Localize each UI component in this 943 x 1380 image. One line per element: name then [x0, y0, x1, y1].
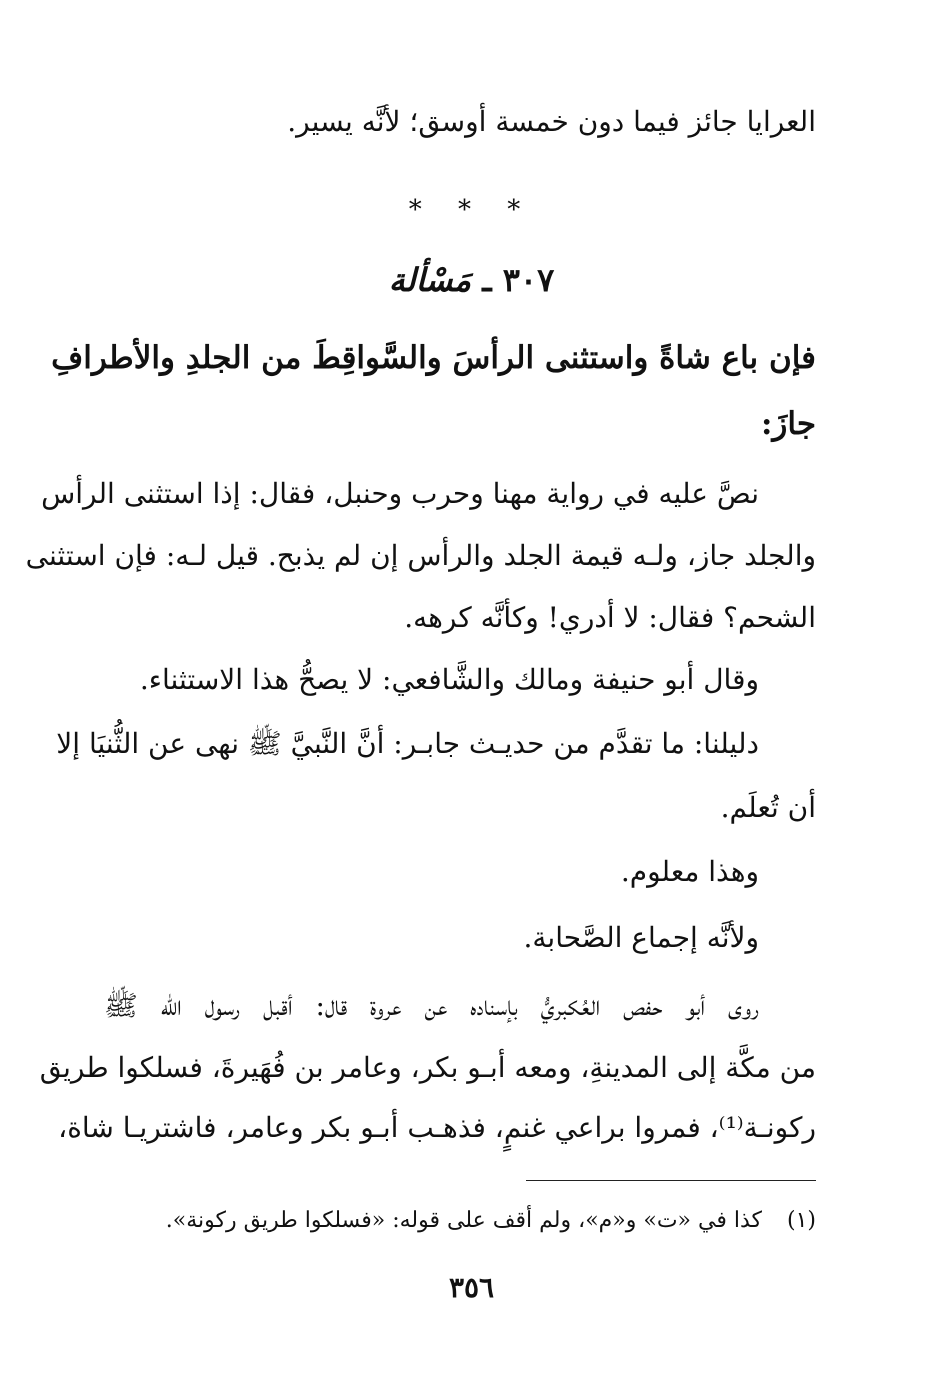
paragraph-5-line-1: ولأنَّه إجماع الصَّحابة. [523, 921, 759, 954]
ruling-line-1: فإن باع شاةً واستثنى الرأسَ والسَّواقِطَ من الجلدِ والأطرافِ [51, 340, 816, 376]
page-number: ٣٥٦ [448, 1271, 495, 1304]
paragraph-4-line-1: وهذا معلوم. [620, 855, 759, 888]
paragraph-1-line-1: نصَّ عليه في رواية مهنا وحرب وحنبل، فقال: إذا استثنى الرأس [41, 477, 759, 510]
footnote-text: كذا في «ت» و«م»، ولم أقف على قوله: «فسلكوا طريق ركونة». [165, 1208, 762, 1233]
paragraph-3-line-1: دليلنا: ما تقدَّم من حديـث جابـر: أنَّ النَّبيَّ ﷺ نهى عن الثُّنيَا إلا [56, 727, 759, 760]
ruling-line-2: جازَ: [760, 406, 816, 442]
issue-heading [0, 258, 943, 302]
paragraph-6-line-2: من مكَّة إلى المدينةِ، ومعه أبـو بكر، وعامر بن فُهَيرةَ، فسلكوا طريق [39, 1051, 816, 1084]
issue-title-word: مَسْألة [388, 261, 472, 299]
issue-number: ٣٠٧ ـ [482, 261, 555, 299]
footnote [166, 1205, 816, 1237]
paragraph-3-line-2: أن تُعلَم. [720, 791, 816, 824]
footnote-number: (١) [786, 1208, 816, 1233]
paragraph-6-line-3: ركونـة⁽¹⁾، فمروا براعي غنمٍ، فذهـب أبـو بكر وعامر، فاشتريـا شاة، [58, 1111, 816, 1144]
text-line-carryover: العرايا جائز فيما دون خمسة أوسق؛ لأنَّه يسير. [287, 105, 816, 138]
paragraph-1-line-2: والجلد جاز، ولـه قيمة الجلد والرأس إن لم يذبح. قيل لـه: فإن استثنى [25, 539, 816, 572]
paragraph-1-line-3: الشحم؟ فقال: لا أدري! وكأنَّه كرهه. [404, 601, 816, 634]
paragraph-2-line-1: وقال أبو حنيفة ومالك والشَّافعي: لا يصحُّ هذا الاستثناء. [139, 663, 759, 696]
footnote-divider [526, 1180, 816, 1181]
paragraph-6-line-1: روى أبو حفص العُكبريُّ بإسناده عن عروة قال: أقبل رسول الله ﷺ [104, 989, 759, 1022]
section-separator-stars: * * * [408, 195, 535, 225]
